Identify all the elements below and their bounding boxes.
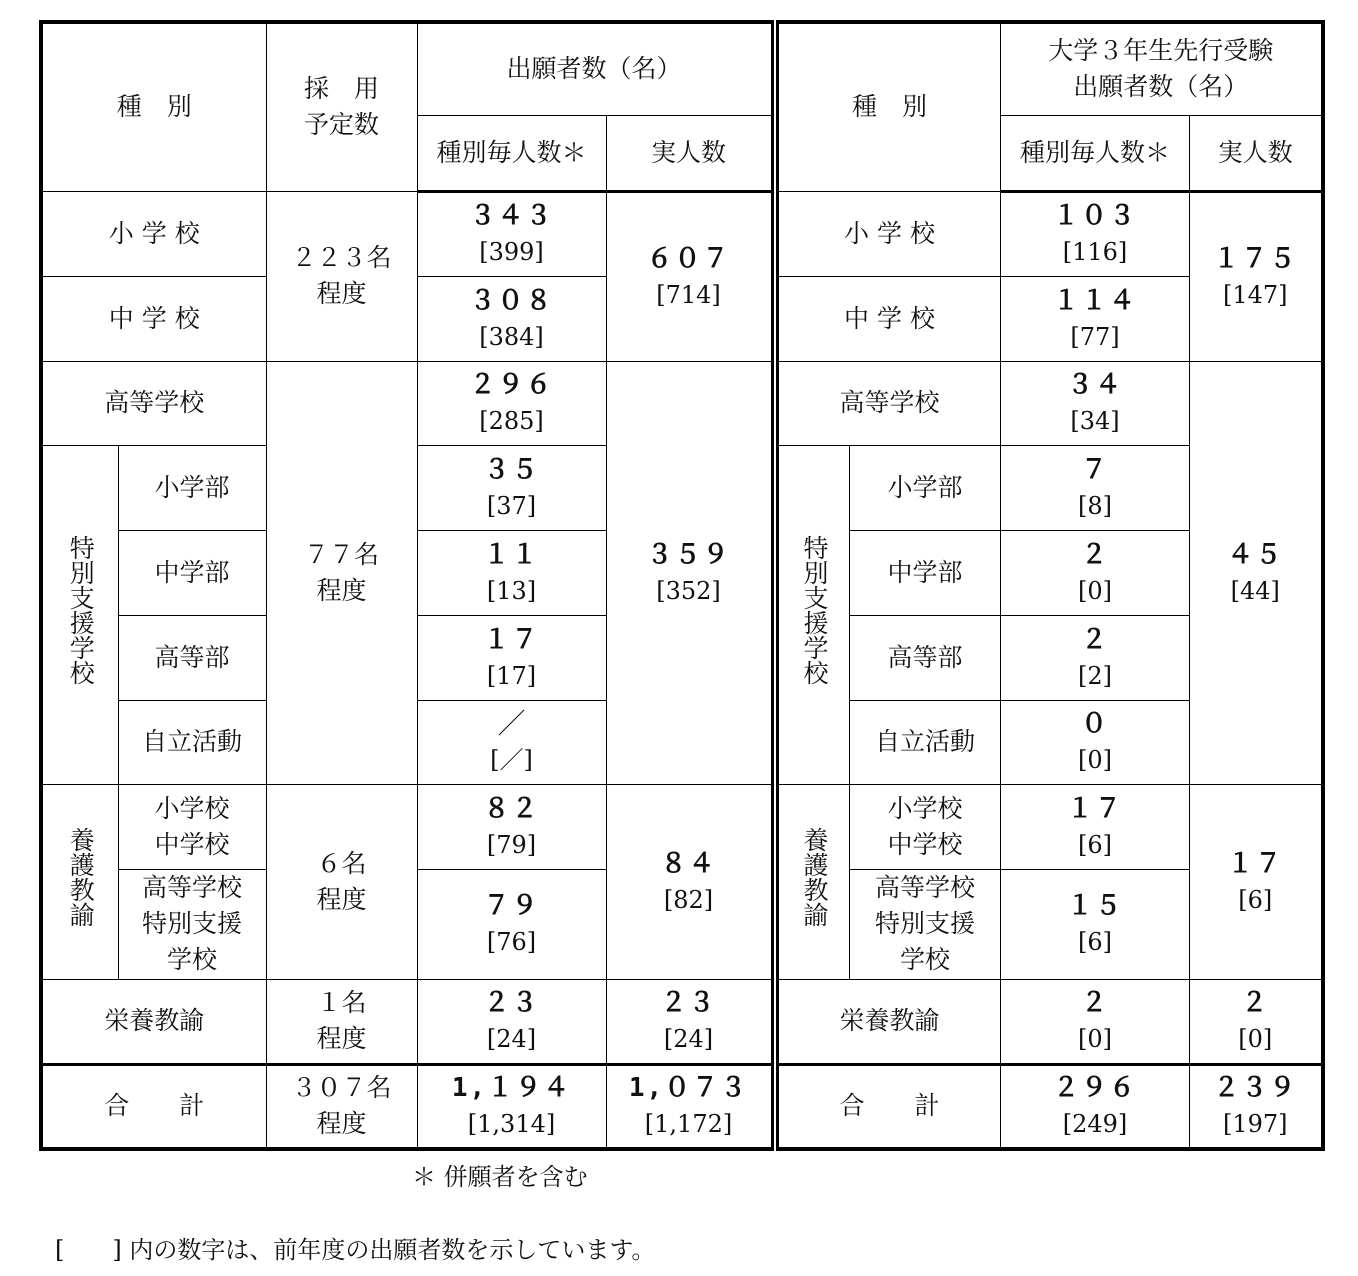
- count-cell: ７９ [76]: [417, 869, 606, 979]
- count-cell: １１ [13]: [417, 530, 606, 615]
- row-label-sp-elem: 小学部: [850, 445, 1001, 530]
- row-label-total: 合 計: [41, 1064, 266, 1149]
- actual-cell: １７５ [147]: [1190, 191, 1323, 361]
- early-applicants-header: 大学３年生先行受験 出願者数（名）: [1001, 22, 1323, 115]
- row-label-yogo-1: 小学校 中学校: [118, 784, 266, 869]
- row-label-sp-junior: 中学部: [118, 530, 266, 615]
- row-label-yogo-2: 高等学校 特別支援 学校: [118, 869, 266, 979]
- yogo-group: 養護教諭: [778, 784, 850, 979]
- row-label-elementary: 小 学 校: [778, 191, 1001, 276]
- row-label-sp-indep: 自立活動: [118, 700, 266, 784]
- actual-header: 実人数: [606, 115, 772, 191]
- actual-cell: ４５ [44]: [1190, 361, 1323, 784]
- actual-cell: １７ [6]: [1190, 784, 1323, 979]
- count-cell: ０ [0]: [1001, 700, 1190, 784]
- row-label-sp-indep: 自立活動: [850, 700, 1001, 784]
- row-label-eiyo: 栄養教諭: [778, 979, 1001, 1064]
- yogo-group: 養護教諭: [41, 784, 118, 979]
- row-label-sp-elem: 小学部: [118, 445, 266, 530]
- special-support-group: 特別支援学校: [778, 445, 850, 784]
- planned-high-special: ７７名 程度: [266, 361, 417, 784]
- count-cell: ３４ [34]: [1001, 361, 1190, 445]
- row-label-total: 合 計: [778, 1064, 1001, 1149]
- row-label-high: 高等学校: [778, 361, 1001, 445]
- footnote-star: ＊ 併願者を含む: [412, 1163, 588, 1191]
- special-support-group: 特別支援学校: [41, 445, 118, 784]
- actual-cell: ３５９ [352]: [606, 361, 772, 784]
- count-cell: ２ [2]: [1001, 615, 1190, 700]
- actual-cell: ６０７ [714]: [606, 191, 772, 361]
- actual-cell: ２３ [24]: [606, 979, 772, 1064]
- count-cell: ２９６ [285]: [417, 361, 606, 445]
- count-cell: １７ [17]: [417, 615, 606, 700]
- count-cell: ２ [0]: [1001, 979, 1190, 1064]
- row-label-sp-junior: 中学部: [850, 530, 1001, 615]
- row-label-yogo-1: 小学校 中学校: [850, 784, 1001, 869]
- row-label-yogo-2: 高等学校 特別支援 学校: [850, 869, 1001, 979]
- row-label-junior: 中 学 校: [41, 276, 266, 361]
- early-applicants-table: [776, 20, 1325, 1151]
- count-cell: 1,１９４ [1,314]: [417, 1064, 606, 1149]
- actual-cell: ２３９ [197]: [1190, 1064, 1323, 1149]
- applicants-table: [39, 20, 774, 1151]
- count-cell: ７ [8]: [1001, 445, 1190, 530]
- count-cell: １７ [6]: [1001, 784, 1190, 869]
- count-cell: ３４３ [399]: [417, 191, 606, 276]
- count-cell: １５ [6]: [1001, 869, 1190, 979]
- footnote-bracket: [ ] 内の数字は、前年度の出願者数を示しています。: [55, 1236, 656, 1264]
- row-label-sp-high: 高等部: [118, 615, 266, 700]
- actual-cell: ２ [0]: [1190, 979, 1323, 1064]
- count-cell: ３５ [37]: [417, 445, 606, 530]
- actual-cell: 1,０７３ [1,172]: [606, 1064, 772, 1149]
- planned-eiyo: １名 程度: [266, 979, 417, 1064]
- count-cell: １０３ [116]: [1001, 191, 1190, 276]
- applicants-header: 出願者数（名）: [417, 22, 772, 115]
- type-header: 種 別: [41, 22, 266, 191]
- type-header: 種 別: [778, 22, 1001, 191]
- row-label-eiyo: 栄養教諭: [41, 979, 266, 1064]
- count-cell: ／ [／]: [417, 700, 606, 784]
- count-cell: ８２ [79]: [417, 784, 606, 869]
- count-cell: ２９６ [249]: [1001, 1064, 1190, 1149]
- actual-header: 実人数: [1190, 115, 1323, 191]
- row-label-elementary: 小 学 校: [41, 191, 266, 276]
- count-cell: ２３ [24]: [417, 979, 606, 1064]
- actual-cell: ８４ [82]: [606, 784, 772, 979]
- per-type-header: 種別毎人数＊: [1001, 115, 1190, 191]
- count-cell: ２ [0]: [1001, 530, 1190, 615]
- count-cell: ３０８ [384]: [417, 276, 606, 361]
- planned-yogo: ６名 程度: [266, 784, 417, 979]
- count-cell: １１４ [77]: [1001, 276, 1190, 361]
- row-label-sp-high: 高等部: [850, 615, 1001, 700]
- planned-elem-junior: ２２３名 程度: [266, 191, 417, 361]
- planned-total: ３０７名 程度: [266, 1064, 417, 1149]
- per-type-header: 種別毎人数＊: [417, 115, 606, 191]
- planned-header: 採 用 予定数: [266, 22, 417, 191]
- row-label-high: 高等学校: [41, 361, 266, 445]
- row-label-junior: 中 学 校: [778, 276, 1001, 361]
